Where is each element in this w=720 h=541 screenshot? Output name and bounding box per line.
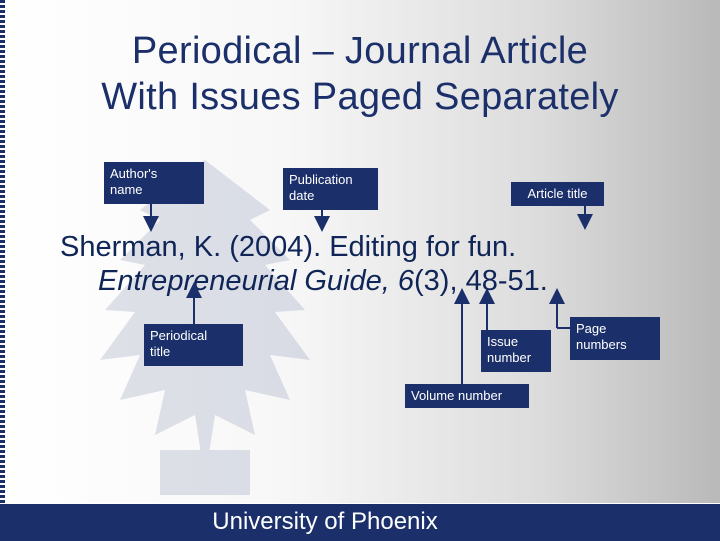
citation-date: (2004).: [229, 231, 322, 263]
article-title-label: Article title: [511, 182, 604, 206]
citation-text: [60, 230, 680, 298]
citation-periodical: Entrepreneurial Guide,: [98, 265, 390, 297]
authors-name-label: Author's name: [104, 162, 204, 204]
periodical-title-label: Periodical title: [144, 324, 243, 366]
footer-bar: [0, 503, 720, 541]
slide-title: [0, 28, 720, 120]
footer-university-name: University of Phoenix: [212, 508, 438, 535]
page-numbers-label: Page numbers: [570, 317, 660, 360]
citation-issue: (3),: [414, 265, 458, 297]
citation-volume: 6: [397, 265, 414, 297]
slide-title-line2: With Issues Paged Separately: [101, 76, 619, 118]
issue-number-label: Issue number: [481, 330, 551, 372]
citation-article-title: Editing for fun.: [329, 231, 517, 263]
citation-pages: 48-51.: [465, 265, 548, 297]
citation-author: Sherman, K.: [60, 231, 222, 263]
slide-title-line1: Periodical – Journal Article: [131, 30, 589, 72]
citation-line2: [60, 264, 680, 298]
publication-date-label: Publication date: [283, 168, 378, 210]
volume-number-label: Volume number: [405, 384, 529, 408]
